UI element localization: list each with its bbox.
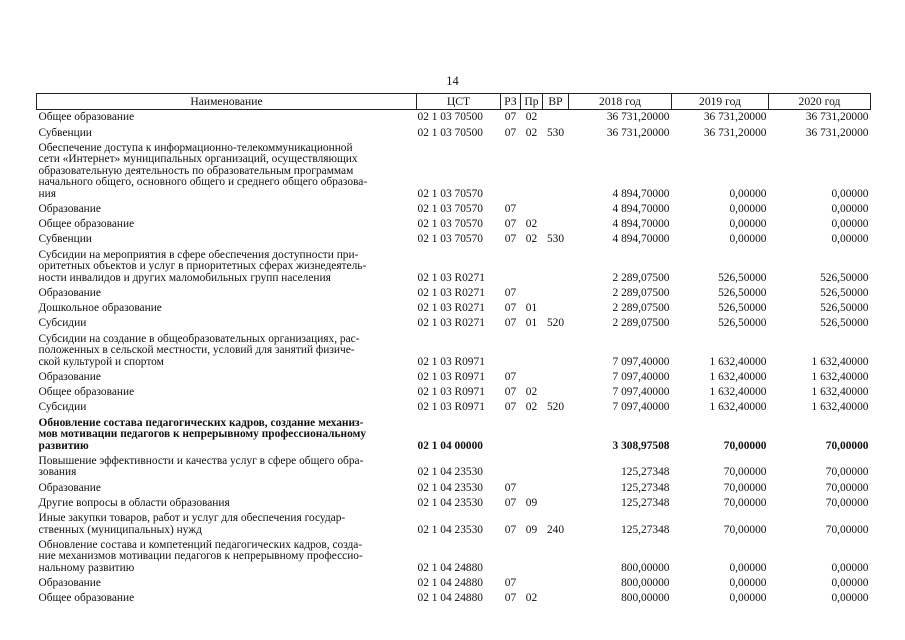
table-row <box>37 496 871 511</box>
row-2020-value: 36 731,20000 <box>805 126 869 139</box>
row-vr-cell <box>543 385 569 400</box>
row-pr-cell <box>521 141 543 202</box>
table-row <box>37 511 871 538</box>
row-2019-value: 1 632,40000 <box>709 370 767 383</box>
row-vr-cell <box>543 202 569 217</box>
row-name-cell: Общее образование <box>38 218 135 231</box>
row-rz-cell <box>501 247 521 285</box>
row-2019-value: 526,50000 <box>718 286 767 299</box>
row-name-cell: Обеспечение доступа к информационно-телекоммуникационной сети «Интернет» муниципальных организаций, осуществляющих образовательную деятельность по образовательным программам начального общего, основного общего и среднего общего образова- ния <box>38 141 368 200</box>
row-rz-cell: 07 <box>504 386 517 399</box>
row-rz-cell: 07 <box>504 317 517 330</box>
row-pr-cell <box>521 454 543 481</box>
row-vr-cell: 530 <box>546 126 565 139</box>
row-cst-cell: 02 1 04 23530 <box>417 523 483 536</box>
row-pr-cell: 02 <box>525 233 538 246</box>
row-2020-value: 1 632,40000 <box>811 370 869 383</box>
row-cst-cell: 02 1 04 24880 <box>417 576 483 589</box>
row-cst-cell: 02 1 03 70570 <box>417 233 483 246</box>
row-cst-cell: 02 1 03 R0971 <box>417 401 485 414</box>
row-rz-cell: 07 <box>504 111 517 124</box>
row-rz-cell: 07 <box>504 218 517 231</box>
row-2020-value: 1 632,40000 <box>811 401 869 414</box>
table-header-row <box>37 94 871 110</box>
row-cst-cell: 02 1 04 23530 <box>417 466 483 479</box>
table-row <box>37 454 871 481</box>
row-2020-value: 70,00000 <box>825 523 869 536</box>
row-rz-cell: 07 <box>504 202 517 215</box>
row-2019-value: 70,00000 <box>723 523 767 536</box>
row-vr-cell <box>543 454 569 481</box>
row-rz-cell: 07 <box>504 496 517 509</box>
row-rz-cell: 07 <box>504 370 517 383</box>
row-vr-cell <box>543 415 569 453</box>
row-pr-cell: 02 <box>525 218 538 231</box>
row-vr-cell <box>543 247 569 285</box>
row-rz-cell: 07 <box>504 523 517 536</box>
row-2019-value: 0,00000 <box>729 561 767 574</box>
row-2019-value: 1 632,40000 <box>709 355 767 368</box>
row-name-cell: Обновление состава и компетенций педагогических кадров, созда- ние механизмов мотивации педагогов к непрерывному профессио- нальному развитию <box>38 538 363 574</box>
row-2018-value: 2 289,07500 <box>612 271 670 284</box>
header-cst: ЦСТ <box>417 94 501 110</box>
row-rz-cell <box>501 141 521 202</box>
row-2018-value: 125,27348 <box>621 466 670 479</box>
row-vr-cell: 520 <box>546 317 565 330</box>
row-cst-cell: 02 1 03 R0271 <box>417 317 485 330</box>
row-rz-cell: 07 <box>504 592 517 605</box>
row-2019-value: 0,00000 <box>729 592 767 605</box>
row-vr-cell: 520 <box>546 401 565 414</box>
row-cst-cell: 02 1 04 00000 <box>417 439 483 452</box>
table-row <box>37 125 871 140</box>
row-cst-cell: 02 1 03 R0971 <box>417 370 485 383</box>
row-pr-cell <box>521 370 543 385</box>
row-rz-cell <box>501 454 521 481</box>
row-2020-value: 0,00000 <box>831 561 869 574</box>
row-name-cell: Образование <box>38 202 101 215</box>
row-2018-value: 3 308,97508 <box>612 439 670 452</box>
table-row <box>37 480 871 495</box>
row-rz-cell: 07 <box>504 126 517 139</box>
row-name-cell: Иные закупки товаров, работ и услуг для обеспечения государ- ственных (муниципальных) нужд <box>38 512 346 536</box>
header-rz: РЗ <box>501 94 521 110</box>
header-year-2018: 2018 год <box>569 94 672 110</box>
row-2018-value: 4 894,70000 <box>612 187 670 200</box>
row-rz-cell: 07 <box>504 576 517 589</box>
row-2019-value: 0,00000 <box>729 202 767 215</box>
header-year-2020: 2020 год <box>769 94 871 110</box>
table-row <box>37 286 871 301</box>
row-name-cell: Общее образование <box>38 111 135 124</box>
row-2019-value: 70,00000 <box>723 496 767 509</box>
row-pr-cell: 02 <box>525 386 538 399</box>
row-cst-cell: 02 1 03 70500 <box>417 126 483 139</box>
row-2019-value: 36 731,20000 <box>703 126 767 139</box>
row-pr-cell <box>521 247 543 285</box>
row-rz-cell: 07 <box>504 233 517 246</box>
table-row <box>37 232 871 247</box>
row-vr-cell <box>543 370 569 385</box>
row-2018-value: 2 289,07500 <box>612 317 670 330</box>
row-2020-value: 1 632,40000 <box>811 386 869 399</box>
row-rz-cell: 07 <box>504 401 517 414</box>
table-row <box>37 400 871 415</box>
row-pr-cell <box>521 202 543 217</box>
row-2018-value: 7 097,40000 <box>612 370 670 383</box>
row-name-cell: Общее образование <box>38 592 135 605</box>
row-vr-cell: 240 <box>546 523 565 536</box>
row-2020-value: 0,00000 <box>831 592 869 605</box>
row-2019-value: 1 632,40000 <box>709 401 767 414</box>
row-2018-value: 36 731,20000 <box>606 111 670 124</box>
row-2018-value: 125,27348 <box>621 523 670 536</box>
row-2020-value: 526,50000 <box>820 317 869 330</box>
row-pr-cell: 02 <box>525 592 538 605</box>
row-name-cell: Обновление состава педагогических кадров, создание механиз- мов мотивации педагогов к непрерывному профессиональному развитию <box>38 416 367 452</box>
header-pr: Пр <box>521 94 543 110</box>
row-pr-cell <box>521 538 543 576</box>
row-2020-value: 70,00000 <box>825 466 869 479</box>
row-cst-cell: 02 1 03 R0271 <box>417 286 485 299</box>
row-name-cell: Образование <box>38 370 101 383</box>
row-name-cell: Повышение эффективности и качества услуг в сфере общего обра- зования <box>38 454 364 479</box>
row-name-cell: Субвенции <box>38 233 92 246</box>
row-vr-cell <box>543 286 569 301</box>
row-2018-value: 800,00000 <box>621 561 670 574</box>
table-row <box>37 316 871 331</box>
row-2020-value: 0,00000 <box>831 202 869 215</box>
row-vr-cell <box>543 538 569 576</box>
row-2020-value: 526,50000 <box>820 286 869 299</box>
row-2018-value: 7 097,40000 <box>612 401 670 414</box>
row-2018-value: 2 289,07500 <box>612 286 670 299</box>
row-2018-value: 125,27348 <box>621 496 670 509</box>
row-2018-value: 800,00000 <box>621 592 670 605</box>
row-name-cell: Субвенции <box>38 126 92 139</box>
row-2018-value: 4 894,70000 <box>612 218 670 231</box>
table-row <box>37 301 871 316</box>
row-cst-cell: 02 1 04 23530 <box>417 481 483 494</box>
row-rz-cell <box>501 538 521 576</box>
row-pr-cell: 02 <box>525 111 538 124</box>
budget-table <box>36 93 871 606</box>
table-row <box>37 538 871 576</box>
table-row <box>37 576 871 591</box>
row-vr-cell <box>543 110 569 126</box>
row-pr-cell: 09 <box>525 496 538 509</box>
row-cst-cell: 02 1 03 70570 <box>417 187 483 200</box>
row-name-cell: Общее образование <box>38 386 135 399</box>
row-2020-value: 1 632,40000 <box>811 355 869 368</box>
budget-table-container <box>36 93 870 606</box>
row-rz-cell: 07 <box>504 286 517 299</box>
row-rz-cell: 07 <box>504 481 517 494</box>
row-2019-value: 526,50000 <box>718 302 767 315</box>
table-row <box>37 415 871 453</box>
table-row <box>37 247 871 285</box>
row-2019-value: 0,00000 <box>729 233 767 246</box>
row-pr-cell <box>521 415 543 453</box>
row-2020-value: 0,00000 <box>831 576 869 589</box>
row-2020-value: 0,00000 <box>831 187 869 200</box>
row-2020-value: 36 731,20000 <box>805 111 869 124</box>
row-pr-cell: 02 <box>525 401 538 414</box>
row-name-cell: Субсидии на мероприятия в сфере обеспечения доступности при- оритетных объектов и услуг в приоритетных сферах жизнедеятель- ности инвалидов и других маломобильных групп населения <box>38 248 367 284</box>
row-vr-cell <box>543 576 569 591</box>
row-name-cell: Образование <box>38 576 101 589</box>
row-vr-cell <box>543 331 569 369</box>
header-vr: ВР <box>543 94 569 110</box>
row-pr-cell <box>521 480 543 495</box>
row-2019-value: 70,00000 <box>723 439 767 452</box>
row-name-cell: Субсидии <box>38 317 87 330</box>
row-pr-cell: 01 <box>525 302 538 315</box>
row-2018-value: 800,00000 <box>621 576 670 589</box>
row-name-cell: Субсидии на создание в общеобразовательных организациях, рас- положенных в сельской местности, условий для занятий физиче- ской культурой и спортом <box>38 332 360 368</box>
row-vr-cell <box>543 480 569 495</box>
row-vr-cell <box>543 141 569 202</box>
row-2019-value: 70,00000 <box>723 481 767 494</box>
row-2020-value: 0,00000 <box>831 218 869 231</box>
row-name-cell: Образование <box>38 286 101 299</box>
row-pr-cell <box>521 286 543 301</box>
row-2020-value: 0,00000 <box>831 233 869 246</box>
row-cst-cell: 02 1 04 23530 <box>417 496 483 509</box>
row-rz-cell <box>501 415 521 453</box>
row-2018-value: 7 097,40000 <box>612 386 670 399</box>
row-2020-value: 70,00000 <box>825 496 869 509</box>
row-rz-cell: 07 <box>504 302 517 315</box>
row-2019-value: 0,00000 <box>729 218 767 231</box>
row-pr-cell: 01 <box>525 317 538 330</box>
row-cst-cell: 02 1 03 R0271 <box>417 302 485 315</box>
row-cst-cell: 02 1 04 24880 <box>417 592 483 605</box>
row-2020-value: 70,00000 <box>825 481 869 494</box>
row-name-cell: Субсидии <box>38 401 87 414</box>
row-rz-cell <box>501 331 521 369</box>
row-2018-value: 7 097,40000 <box>612 355 670 368</box>
row-2019-value: 526,50000 <box>718 317 767 330</box>
row-pr-cell <box>521 576 543 591</box>
row-pr-cell: 09 <box>525 523 538 536</box>
row-2019-value: 70,00000 <box>723 466 767 479</box>
table-row <box>37 591 871 606</box>
row-vr-cell <box>543 591 569 606</box>
row-2018-value: 4 894,70000 <box>612 233 670 246</box>
row-2020-value: 526,50000 <box>820 302 869 315</box>
row-2018-value: 125,27348 <box>621 481 670 494</box>
row-2018-value: 4 894,70000 <box>612 202 670 215</box>
row-2020-value: 70,00000 <box>825 439 869 452</box>
row-name-cell: Дошкольное образование <box>38 302 162 315</box>
row-pr-cell: 02 <box>525 126 538 139</box>
row-vr-cell: 530 <box>546 233 565 246</box>
row-2019-value: 526,50000 <box>718 271 767 284</box>
table-row <box>37 202 871 217</box>
row-cst-cell: 02 1 03 70570 <box>417 218 483 231</box>
row-cst-cell: 02 1 03 70570 <box>417 202 483 215</box>
row-2018-value: 36 731,20000 <box>606 126 670 139</box>
page-number: 14 <box>446 74 459 88</box>
row-cst-cell: 02 1 03 R0271 <box>417 271 485 284</box>
row-name-cell: Другие вопросы в области образования <box>38 496 230 509</box>
row-2019-value: 0,00000 <box>729 576 767 589</box>
table-row <box>37 141 871 202</box>
header-year-2019: 2019 год <box>672 94 769 110</box>
header-name: Наименование <box>37 94 417 110</box>
row-vr-cell <box>543 217 569 232</box>
table-row <box>37 217 871 232</box>
row-2020-value: 526,50000 <box>820 271 869 284</box>
row-vr-cell <box>543 301 569 316</box>
row-cst-cell: 02 1 03 70500 <box>417 111 483 124</box>
row-cst-cell: 02 1 03 R0971 <box>417 355 485 368</box>
row-2018-value: 2 289,07500 <box>612 302 670 315</box>
row-vr-cell <box>543 496 569 511</box>
table-row <box>37 370 871 385</box>
row-2019-value: 0,00000 <box>729 187 767 200</box>
table-row <box>37 385 871 400</box>
row-pr-cell <box>521 331 543 369</box>
table-body <box>37 110 871 607</box>
row-2019-value: 36 731,20000 <box>703 111 767 124</box>
row-cst-cell: 02 1 03 R0971 <box>417 386 485 399</box>
row-name-cell: Образование <box>38 481 101 494</box>
row-2019-value: 1 632,40000 <box>709 386 767 399</box>
table-row <box>37 110 871 126</box>
row-cst-cell: 02 1 04 24880 <box>417 561 483 574</box>
table-row <box>37 331 871 369</box>
